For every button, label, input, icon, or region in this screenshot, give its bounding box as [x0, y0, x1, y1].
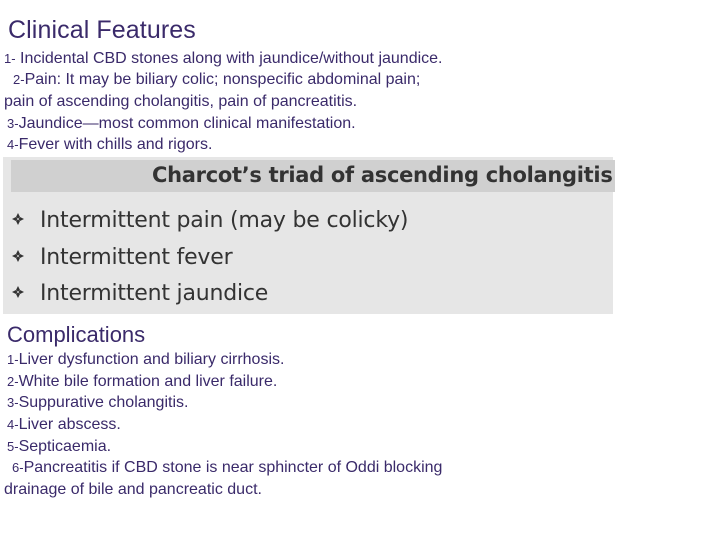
complication-item-2: 2-White bile formation and liver failure.: [7, 373, 278, 390]
complication-item-6-continued: drainage of bile and pancreatic duct.: [4, 481, 262, 498]
diamond-bullet-icon: [11, 212, 25, 226]
diamond-bullet-icon: [11, 249, 25, 263]
complication-item-4: 4-Liver abscess.: [7, 416, 121, 433]
triad-item-fever: Intermittent fever: [11, 245, 232, 270]
diamond-bullet-icon: [11, 285, 25, 299]
complications-heading: Complications: [7, 322, 146, 347]
clinical-item-2-continued: pain of ascending cholangitis, pain of pancreatitis.: [4, 93, 358, 110]
clinical-item-2: 2-Pain: It may be biliary colic; nonspecific abdominal pain;: [13, 71, 421, 88]
complication-item-6: 6-Pancreatitis if CBD stone is near sphincter of Oddi blocking: [12, 459, 443, 476]
clinical-item-1: 1- Incidental CBD stones along with jaundice/without jaundice.: [4, 50, 443, 67]
charcots-triad-title: Charcot’s triad of ascending cholangitis: [152, 163, 613, 187]
clinical-item-3: 3-Jaundice—most common clinical manifestation.: [7, 115, 356, 132]
charcots-triad-box: [3, 157, 613, 314]
clinical-features-heading: Clinical Features: [8, 16, 196, 44]
complication-item-1: 1-Liver dysfunction and biliary cirrhosis.: [7, 351, 285, 368]
triad-item-pain: Intermittent pain (may be colicky): [11, 208, 408, 233]
triad-item-jaundice: Intermittent jaundice: [11, 281, 268, 306]
clinical-item-4: 4-Fever with chills and rigors.: [7, 136, 213, 153]
complication-item-5: 5-Septicaemia.: [7, 438, 112, 455]
complication-item-3: 3-Suppurative cholangitis.: [7, 394, 189, 411]
